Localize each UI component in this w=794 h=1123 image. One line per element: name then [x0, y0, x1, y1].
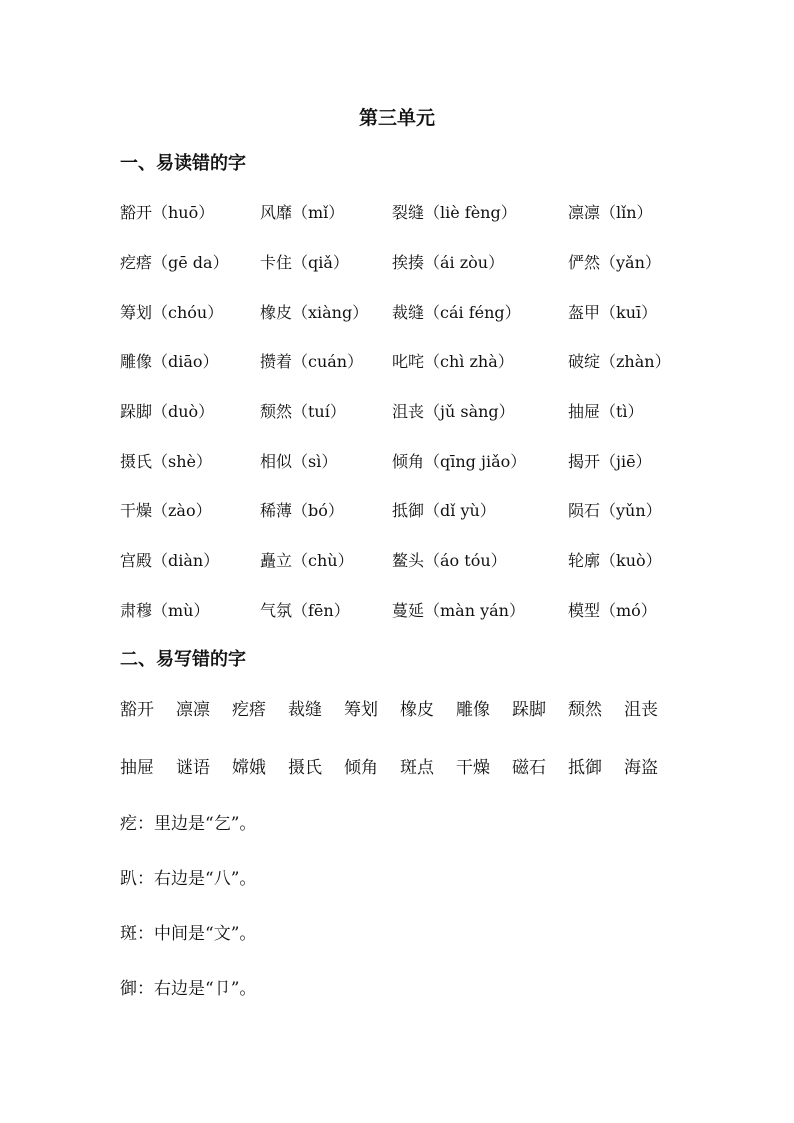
vocab-item: 俨然（yǎn） [568, 253, 661, 272]
write-word: 海盗 [624, 758, 658, 778]
write-word: 磁石 [512, 758, 546, 778]
vocab-item: 相似（sì） [260, 452, 338, 471]
vocab-item: 裂缝（liè fèng） [392, 203, 517, 222]
vocab-item: 破绽（zhàn） [568, 352, 671, 371]
write-word: 摄氏 [288, 758, 322, 778]
write-word: 倾角 [344, 758, 378, 778]
vocab-item: 风靡（mǐ） [260, 203, 345, 222]
vocab-item: 抵御（dǐ yù） [392, 501, 496, 520]
write-row [120, 697, 680, 723]
vocab-item: 肃穆（mù） [120, 601, 210, 620]
write-word: 干燥 [456, 758, 490, 778]
write-word: 抵御 [568, 758, 602, 778]
vocab-row [120, 200, 700, 226]
writing-note: 疙：里边是“乞”。 [120, 814, 257, 834]
vocab-item: 倾角（qīng jiǎo） [392, 452, 527, 471]
vocab-row [120, 498, 700, 524]
write-word: 橡皮 [400, 700, 434, 720]
vocab-row [120, 548, 700, 574]
write-word: 筹划 [344, 700, 378, 720]
vocab-item: 干燥（zào） [120, 501, 212, 520]
writing-note: 趴：右边是“八”。 [120, 869, 257, 889]
write-word: 跺脚 [512, 700, 546, 720]
vocab-item: 颓然（tuí） [260, 402, 346, 421]
vocab-item: 蔓延（màn yán） [392, 601, 525, 620]
section-heading-miswritten: 二、易写错的字 [120, 649, 246, 670]
vocab-item: 疙瘩（gē da） [120, 253, 229, 272]
write-word: 抽屉 [120, 758, 154, 778]
section-heading-misread: 一、易读错的字 [120, 153, 246, 174]
vocab-item: 陨石（yǔn） [568, 501, 662, 520]
write-word: 凛凛 [176, 700, 210, 720]
vocab-item: 抽屉（tì） [568, 402, 644, 421]
write-word: 豁开 [120, 700, 154, 720]
vocab-item: 矗立（chù） [260, 551, 354, 570]
vocab-item: 筹划（chóu） [120, 303, 224, 322]
write-word: 颓然 [568, 700, 602, 720]
vocab-item: 模型（mó） [568, 601, 657, 620]
vocab-item: 轮廓（kuò） [568, 551, 662, 570]
vocab-item: 气氛（fēn） [260, 601, 350, 620]
vocab-item: 卡住（qiǎ） [260, 253, 349, 272]
write-word: 沮丧 [624, 700, 658, 720]
vocab-row [120, 349, 700, 375]
write-word: 疙瘩 [232, 700, 266, 720]
vocab-item: 橡皮（xiàng） [260, 303, 369, 322]
vocab-item: 凛凛（lǐn） [568, 203, 653, 222]
page-title: 第三单元 [358, 107, 435, 129]
vocab-item: 豁开（huō） [120, 203, 215, 222]
vocab-row [120, 449, 700, 475]
vocab-item: 稀薄（bó） [260, 501, 344, 520]
write-word: 谜语 [176, 758, 210, 778]
vocab-row [120, 300, 700, 326]
vocab-item: 裁缝（cái féng） [392, 303, 521, 322]
vocab-item: 雕像（diāo） [120, 352, 219, 371]
write-word: 裁缝 [288, 700, 322, 720]
vocab-item: 挨揍（ái zòu） [392, 253, 505, 272]
writing-note: 御：右边是“卩”。 [120, 979, 257, 999]
vocab-row [120, 250, 700, 276]
vocab-row [120, 399, 700, 425]
vocab-item: 宫殿（diàn） [120, 551, 220, 570]
vocab-item: 揭开（jiē） [568, 452, 652, 471]
write-word: 斑点 [400, 758, 434, 778]
write-row [120, 755, 680, 781]
vocab-item: 鳌头（áo tóu） [392, 551, 507, 570]
writing-note: 斑：中间是“文”。 [120, 924, 257, 944]
vocab-item: 叱咤（chì zhà） [392, 352, 514, 371]
vocab-row [120, 598, 700, 624]
write-word: 雕像 [456, 700, 490, 720]
write-word: 嫦娥 [232, 758, 266, 778]
vocab-item: 摄氏（shè） [120, 452, 212, 471]
vocab-item: 沮丧（jǔ sàng） [392, 402, 515, 421]
vocab-item: 跺脚（duò） [120, 402, 215, 421]
vocab-item: 盔甲（kuī） [568, 303, 658, 322]
vocab-item: 攒着（cuán） [260, 352, 364, 371]
